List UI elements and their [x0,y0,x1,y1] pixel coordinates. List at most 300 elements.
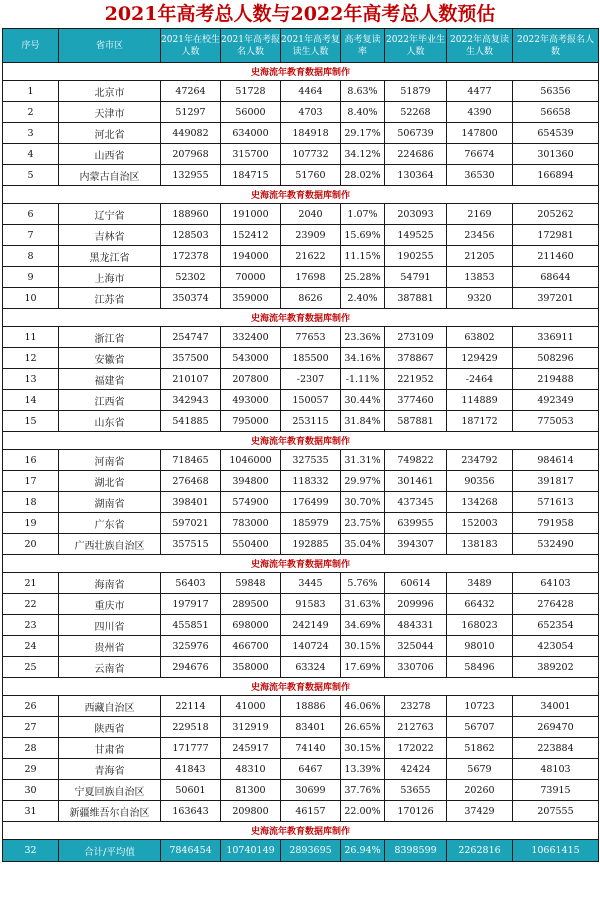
table-cell: 194000 [221,246,281,267]
table-row [3,492,599,513]
row-index: 3 [3,123,59,144]
table-cell: 359000 [221,288,281,309]
table-cell: 358000 [221,657,281,678]
table-row [3,759,599,780]
row-index: 5 [3,165,59,186]
table-cell: 35.04% [341,534,385,555]
table-cell: 294676 [161,657,221,678]
row-index: 17 [3,471,59,492]
table-cell: 571613 [513,492,599,513]
table-cell: 51879 [385,81,447,102]
table-cell: 130364 [385,165,447,186]
table-cell: 50601 [161,780,221,801]
table-cell: 543000 [221,348,281,369]
table-row [3,246,599,267]
table-cell: 134268 [447,492,513,513]
table-cell: 253115 [281,411,341,432]
table-cell: 5679 [447,759,513,780]
separator-row [3,63,599,81]
table-cell: 176499 [281,492,341,513]
table-cell: 449082 [161,123,221,144]
table-cell: 41843 [161,759,221,780]
region-name: 河南省 [59,450,161,471]
table-cell: 219488 [513,369,599,390]
table-cell: 357500 [161,348,221,369]
table-row [3,369,599,390]
table-cell: 211460 [513,246,599,267]
table-cell: 15.69% [341,225,385,246]
table-cell: 221952 [385,369,447,390]
row-index: 11 [3,327,59,348]
table-cell: 46.06% [341,696,385,717]
row-index: 6 [3,204,59,225]
table-cell: 574900 [221,492,281,513]
table-cell: 22.00% [341,801,385,822]
table-cell: 66432 [447,594,513,615]
table-cell: 34.16% [341,348,385,369]
table-cell: 315700 [221,144,281,165]
table-row [3,696,599,717]
table-cell: 22114 [161,696,221,717]
region-name: 辽宁省 [59,204,161,225]
row-index: 24 [3,636,59,657]
header-cell: 2022年高复读生人数 [447,29,513,63]
table-cell: 357515 [161,534,221,555]
table-cell: 31.84% [341,411,385,432]
header-cell: 2021年高考复读生人数 [281,29,341,63]
table-row [3,390,599,411]
table-row [3,327,599,348]
table-cell: 10740149 [221,840,281,862]
table-cell: 550400 [221,534,281,555]
table-cell: 207800 [221,369,281,390]
separator-row [3,678,599,696]
separator-row [3,555,599,573]
table-cell: 273109 [385,327,447,348]
table-row [3,573,599,594]
table-row [3,471,599,492]
table-cell: 114889 [447,390,513,411]
table-cell: 36530 [447,165,513,186]
table-cell: 184715 [221,165,281,186]
table-cell: 397201 [513,288,599,309]
table-cell: 10723 [447,696,513,717]
table-cell: 185979 [281,513,341,534]
table-cell: 492349 [513,390,599,411]
table-cell: 508296 [513,348,599,369]
table-cell: 73915 [513,780,599,801]
table-cell: 639955 [385,513,447,534]
region-name: 内蒙古自治区 [59,165,161,186]
table-row [3,801,599,822]
table-cell: 4390 [447,102,513,123]
table-cell: 51297 [161,102,221,123]
separator-label: 史海流年教育数据库制作 [3,432,599,450]
table-cell: 171777 [161,738,221,759]
table-cell: 74140 [281,738,341,759]
table-cell: 242149 [281,615,341,636]
table-body [3,63,599,862]
table-cell: 83401 [281,717,341,738]
table-cell: 245917 [221,738,281,759]
table-cell: 330706 [385,657,447,678]
table-cell: 301360 [513,144,599,165]
table-cell: 4703 [281,102,341,123]
table-cell: 597021 [161,513,221,534]
header-cell: 2022年毕业生人数 [385,29,447,63]
separator-label: 史海流年教育数据库制作 [3,63,599,81]
table-cell: 7846454 [161,840,221,862]
region-name: 新疆维吾尔自治区 [59,801,161,822]
table-cell: 53655 [385,780,447,801]
table-row [3,411,599,432]
table-cell: 394307 [385,534,447,555]
table-cell: 168023 [447,615,513,636]
table-cell: 634000 [221,123,281,144]
table-cell: 42424 [385,759,447,780]
row-index: 19 [3,513,59,534]
table-cell: 506739 [385,123,447,144]
region-name: 四川省 [59,615,161,636]
table-cell: 21205 [447,246,513,267]
region-name: 河北省 [59,123,161,144]
table-cell: 26.94% [341,840,385,862]
table-cell: 59848 [221,573,281,594]
table-row [3,348,599,369]
table-cell: 423054 [513,636,599,657]
region-name: 吉林省 [59,225,161,246]
table-cell: 192885 [281,534,341,555]
row-index: 28 [3,738,59,759]
table-row [3,102,599,123]
table-row [3,717,599,738]
table-cell: 23909 [281,225,341,246]
separator-label: 史海流年教育数据库制作 [3,186,599,204]
table-cell: 30.15% [341,738,385,759]
table-cell: 172378 [161,246,221,267]
table-cell: 197917 [161,594,221,615]
table-cell: 466700 [221,636,281,657]
table-cell: 56658 [513,102,599,123]
table-cell: 209800 [221,801,281,822]
region-name: 安徽省 [59,348,161,369]
table-cell: 107732 [281,144,341,165]
table-cell: 325976 [161,636,221,657]
table-cell: 493000 [221,390,281,411]
table-cell: 147800 [447,123,513,144]
table-cell: 41000 [221,696,281,717]
table-cell: 4477 [447,81,513,102]
table-cell: 223884 [513,738,599,759]
table-cell: 152003 [447,513,513,534]
header-cell: 2022年高考报名人数 [513,29,599,63]
region-name: 广东省 [59,513,161,534]
table-cell: 652354 [513,615,599,636]
table-cell: 56000 [221,102,281,123]
row-index: 25 [3,657,59,678]
region-name: 上海市 [59,267,161,288]
table-cell: 207968 [161,144,221,165]
table-cell: 2.40% [341,288,385,309]
table-cell: -2307 [281,369,341,390]
region-name: 重庆市 [59,594,161,615]
row-index: 1 [3,81,59,102]
header-row [3,29,599,63]
table-cell: 170126 [385,801,447,822]
table-cell: 9320 [447,288,513,309]
table-cell: 749822 [385,450,447,471]
table-cell: 791958 [513,513,599,534]
table-cell: 350374 [161,288,221,309]
region-name: 合计/平均值 [59,840,161,862]
table-cell: 8398599 [385,840,447,862]
table-cell: 3445 [281,573,341,594]
table-cell: 269470 [513,717,599,738]
table-cell: 276428 [513,594,599,615]
table-row [3,204,599,225]
table-cell: 2893695 [281,840,341,862]
row-index: 12 [3,348,59,369]
table-cell: 76674 [447,144,513,165]
table-cell: 184918 [281,123,341,144]
table-cell: 205262 [513,204,599,225]
table-cell: 532490 [513,534,599,555]
region-name: 湖南省 [59,492,161,513]
table-cell: 2169 [447,204,513,225]
table-row [3,636,599,657]
table-cell: 34.12% [341,144,385,165]
separator-label: 史海流年教育数据库制作 [3,822,599,840]
row-index: 29 [3,759,59,780]
table-cell: 163643 [161,801,221,822]
table-cell: 387881 [385,288,447,309]
table-cell: 52302 [161,267,221,288]
table-cell: 377460 [385,390,447,411]
row-index: 8 [3,246,59,267]
table-cell: 8.40% [341,102,385,123]
table-cell: 10661415 [513,840,599,862]
table-cell: 64103 [513,573,599,594]
table-cell: 224686 [385,144,447,165]
table-cell: 140724 [281,636,341,657]
row-index: 9 [3,267,59,288]
table-cell: 30699 [281,780,341,801]
row-index: 4 [3,144,59,165]
table-cell: 51760 [281,165,341,186]
region-name: 天津市 [59,102,161,123]
row-index: 2 [3,102,59,123]
row-index: 20 [3,534,59,555]
table-cell: 795000 [221,411,281,432]
table-cell: 394800 [221,471,281,492]
table-cell: 81300 [221,780,281,801]
table-cell: 56356 [513,81,599,102]
table-cell: 389202 [513,657,599,678]
separator-row [3,309,599,327]
table-cell: 31.63% [341,594,385,615]
table-cell: 325044 [385,636,447,657]
table-cell: 150057 [281,390,341,411]
table-cell: 188960 [161,204,221,225]
row-index: 27 [3,717,59,738]
table-cell: 58496 [447,657,513,678]
table-cell: 166894 [513,165,599,186]
header-cell: 序号 [3,29,59,63]
region-name: 黑龙江省 [59,246,161,267]
table-cell: 207555 [513,801,599,822]
table-row [3,450,599,471]
table-row [3,225,599,246]
region-name: 陕西省 [59,717,161,738]
table-cell: 25.28% [341,267,385,288]
table-cell: 587881 [385,411,447,432]
table-row [3,144,599,165]
table-cell: 187172 [447,411,513,432]
table-cell: 63802 [447,327,513,348]
table-cell: 191000 [221,204,281,225]
row-index: 18 [3,492,59,513]
table-cell: -2464 [447,369,513,390]
row-index: 22 [3,594,59,615]
table-cell: 29.97% [341,471,385,492]
table-cell: 68644 [513,267,599,288]
separator-label: 史海流年教育数据库制作 [3,555,599,573]
table-cell: 185500 [281,348,341,369]
table-row [3,615,599,636]
table-cell: 51728 [221,81,281,102]
table-cell: 63324 [281,657,341,678]
row-index: 13 [3,369,59,390]
table-cell: 210107 [161,369,221,390]
table-cell: 37429 [447,801,513,822]
table-cell: 17.69% [341,657,385,678]
table-cell: 30.15% [341,636,385,657]
data-table [2,28,599,862]
table-cell: 70000 [221,267,281,288]
table-cell: 132955 [161,165,221,186]
table-cell: 234792 [447,450,513,471]
table-cell: 190255 [385,246,447,267]
table-cell: 984614 [513,450,599,471]
table-cell: 23278 [385,696,447,717]
table-cell: 254747 [161,327,221,348]
table-cell: 52268 [385,102,447,123]
table-cell: 20260 [447,780,513,801]
region-name: 福建省 [59,369,161,390]
table-cell: 203093 [385,204,447,225]
table-cell: 51862 [447,738,513,759]
table-cell: 23456 [447,225,513,246]
region-name: 广西壮族自治区 [59,534,161,555]
row-index: 26 [3,696,59,717]
table-row [3,165,599,186]
table-cell: 332400 [221,327,281,348]
table-cell: 21622 [281,246,341,267]
region-name: 贵州省 [59,636,161,657]
header-cell: 2021年在校生人数 [161,29,221,63]
table-cell: 391817 [513,471,599,492]
table-cell: 209996 [385,594,447,615]
table-cell: 783000 [221,513,281,534]
row-index: 32 [3,840,59,862]
table-row [3,657,599,678]
table-cell: 91583 [281,594,341,615]
table-cell: 11.15% [341,246,385,267]
table-cell: 3489 [447,573,513,594]
region-name: 江苏省 [59,288,161,309]
table-cell: 90356 [447,471,513,492]
table-cell: 48103 [513,759,599,780]
table-cell: 77653 [281,327,341,348]
row-index: 30 [3,780,59,801]
region-name: 宁夏回族自治区 [59,780,161,801]
table-row [3,288,599,309]
table-cell: 23.75% [341,513,385,534]
row-index: 10 [3,288,59,309]
table-cell: 775053 [513,411,599,432]
table-cell: 138183 [447,534,513,555]
row-index: 15 [3,411,59,432]
table-cell: 118332 [281,471,341,492]
table-cell: 149525 [385,225,447,246]
table-cell: 13853 [447,267,513,288]
table-cell: 698000 [221,615,281,636]
table-cell: 2040 [281,204,341,225]
table-cell: 129429 [447,348,513,369]
table-row [3,738,599,759]
table-cell: 54791 [385,267,447,288]
table-cell: 30.70% [341,492,385,513]
table-cell: 301461 [385,471,447,492]
table-cell: 378867 [385,348,447,369]
table-cell: 172022 [385,738,447,759]
table-row [3,267,599,288]
separator-row [3,822,599,840]
region-name: 青海省 [59,759,161,780]
table-cell: 4464 [281,81,341,102]
table-cell: 541885 [161,411,221,432]
table-cell: 47264 [161,81,221,102]
table-cell: 1046000 [221,450,281,471]
table-cell: 56707 [447,717,513,738]
region-name: 甘肃省 [59,738,161,759]
row-index: 7 [3,225,59,246]
table-cell: 212763 [385,717,447,738]
separator-row [3,186,599,204]
region-name: 山东省 [59,411,161,432]
region-name: 浙江省 [59,327,161,348]
row-index: 21 [3,573,59,594]
table-cell: 48310 [221,759,281,780]
table-cell: 718465 [161,450,221,471]
table-cell: 229518 [161,717,221,738]
table-cell: 13.39% [341,759,385,780]
table-cell: 8.63% [341,81,385,102]
table-cell: 437345 [385,492,447,513]
region-name: 云南省 [59,657,161,678]
table-row [3,534,599,555]
row-index: 31 [3,801,59,822]
table-cell: -1.11% [341,369,385,390]
table-cell: 60614 [385,573,447,594]
table-cell: 34.69% [341,615,385,636]
table-cell: 6467 [281,759,341,780]
table-cell: 276468 [161,471,221,492]
table-cell: 37.76% [341,780,385,801]
total-row [3,840,599,862]
table-row [3,513,599,534]
table-cell: 56403 [161,573,221,594]
